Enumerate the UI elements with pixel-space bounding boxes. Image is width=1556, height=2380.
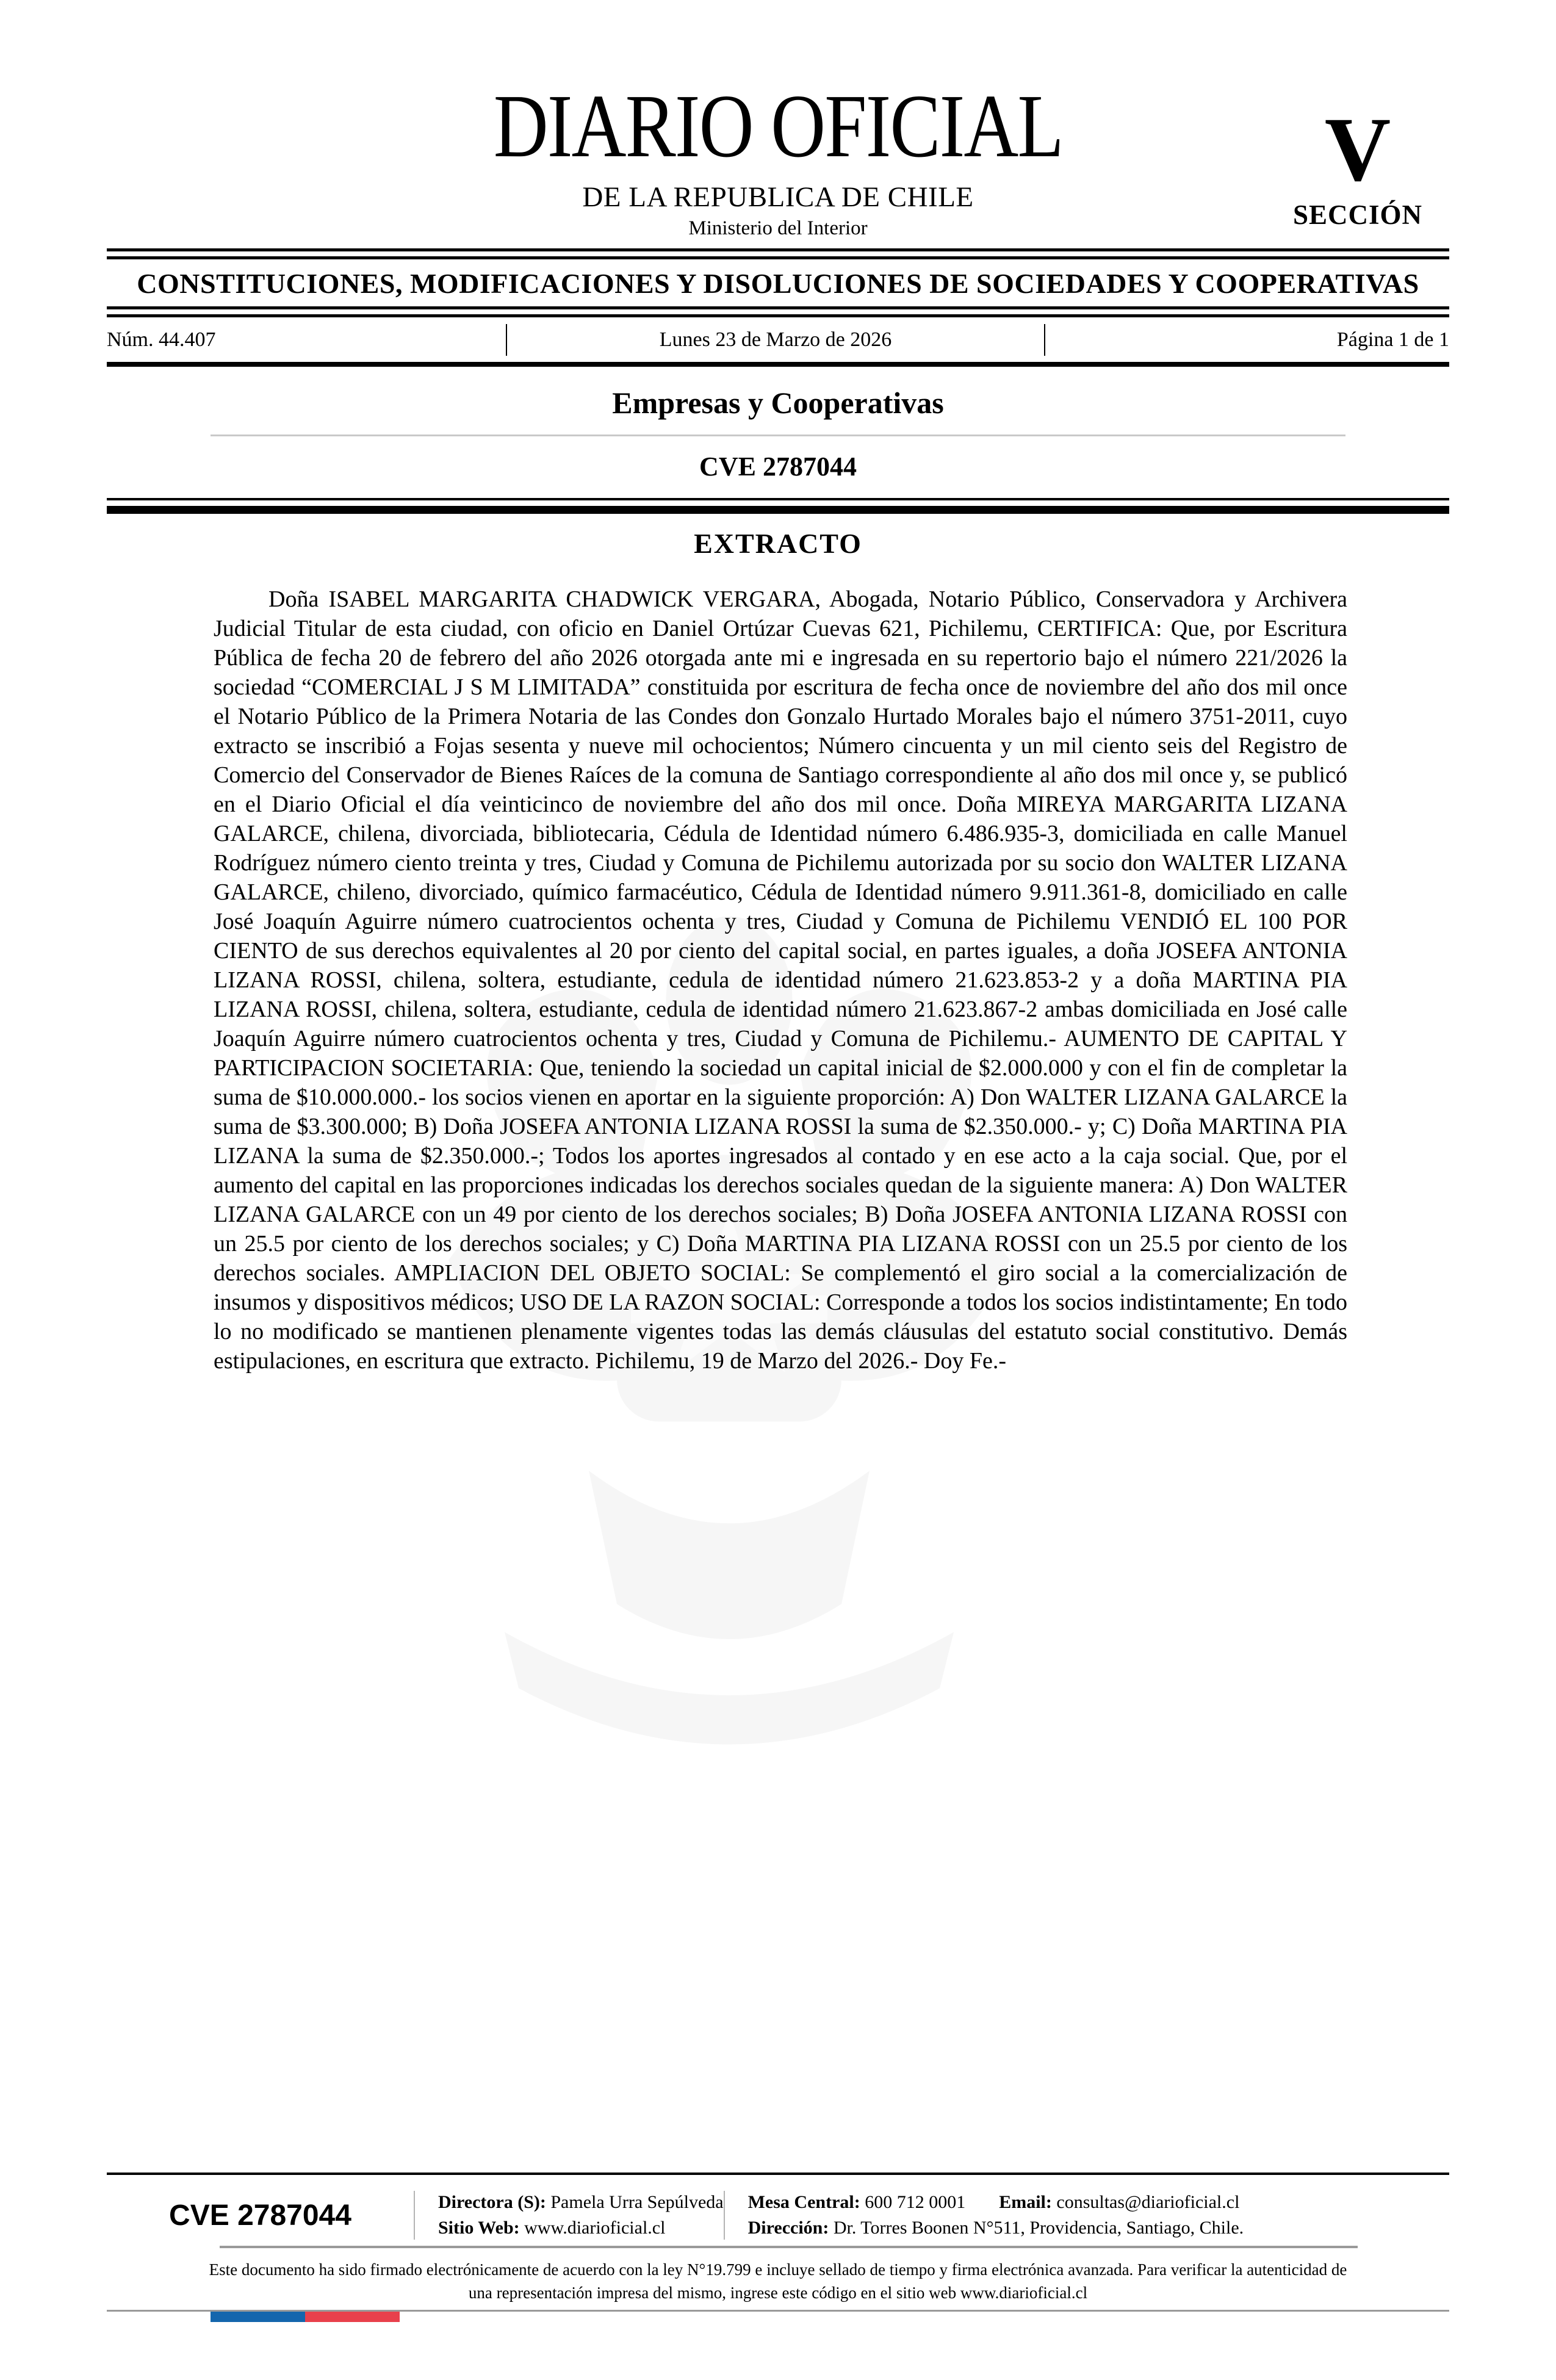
issue-page: Página 1 de 1 (1336, 328, 1450, 351)
cve-code: CVE 2787044 (699, 452, 857, 481)
masthead-subtitle: DE LA REPUBLICA DE CHILE (582, 181, 974, 213)
issue-info-row (107, 322, 1449, 358)
divider-rule (107, 248, 1449, 251)
footer-contact-block (725, 2190, 1244, 2241)
divider-rule (107, 314, 1449, 317)
divider-rule-thick (107, 506, 1449, 514)
divider-rule (107, 306, 1449, 309)
light-divider (211, 435, 1345, 436)
phone-number: 600 712 0001 (865, 2192, 966, 2212)
footer-top-rule (107, 2173, 1449, 2175)
phone-label: Mesa Central: (747, 2192, 860, 2212)
divider-rule (107, 256, 1449, 259)
footer-website-line (438, 2215, 724, 2241)
footer-address-line (748, 2215, 1244, 2241)
email-address: consultas@diarioficial.cl (1056, 2192, 1240, 2212)
band-heading: CONSTITUCIONES, MODIFICACIONES Y DISOLUCIONES DE SOCIEDADES Y COOPERATIVAS (137, 268, 1419, 299)
address-text: Dr. Torres Boonen N°511, Providencia, Santiago, Chile. (833, 2218, 1244, 2238)
divider-rule-thick (107, 362, 1449, 367)
issue-number: Núm. 44.407 (107, 328, 216, 351)
document-type-heading: EXTRACTO (694, 528, 862, 559)
section-badge (1257, 99, 1458, 231)
section-word: SECCIÓN (1292, 200, 1423, 230)
extract-paragraph: Doña ISABEL MARGARITA CHADWICK VERGARA, Abogada, Notario Público, Conservadora y Archivera Judicial Titular de esta ciudad, con oficio en Daniel Ortúzar Cuevas 621, Pichilemu, CERTIFICA: Que, por Escritura Pública de fecha 20 de febrero del año 2026 otorgada ante mi e ingresada en su repertorio bajo el número 221/2026 la sociedad “COMERCIAL J S M LIMITADA” constituida por escritura de fecha once de noviembre del año dos mil once el Notario Público de la Primera Notaria de las Condes don Gonzalo Hurtado Morales bajo el número 3751-2011, cuyo extracto se inscribió a Fojas sesenta y nueve mil ochocientos; Número cincuenta y un mil ciento seis del Registro de Comercio del Conservador de Bienes Raíces de la comuna de Santiago correspondiente al año dos mil once y, se publicó en el Diario Oficial el día veinticinco de noviembre del año dos mil once. Doña MIREYA MARGARITA LIZANA GALARCE, chilena, divorciada, bibliotecaria, Cédula de Identidad número 6.486.935-3, domiciliada en calle Manuel Rodríguez número ciento treinta y tres, Ciudad y Comuna de Pichilemu autorizada por su socio don WALTER LIZANA GALARCE, chileno, divorciado, químico farmacéutico, Cédula de Identidad número 9.911.361-8, domiciliado en calle José Joaquín Aguirre número cuatrocientos ochenta y tres, Ciudad y Comuna de Pichilemu VENDIÓ EL 100 POR CIENTO de sus derechos equivalentes al 20 por ciento del capital social, en partes iguales, a doña JOSEFA ANTONIA LIZANA ROSSI, chilena, soltera, estudiante, cedula de identidad número 21.623.853-2 y a doña MARTINA PIA LIZANA ROSSI, chilena, soltera, estudiante, cedula de identidad número 21.623.867-2 ambas domiciliada en José calle Joaquín Aguirre número cuatrocientos ochenta y tres, Ciudad y Comuna de Pichilemu.- AUMENTO DE CAPITAL Y PARTICIPACION SOCIETARIA: Que, teniendo la sociedad un capital inicial de $2.000.000 y con el fin de completar la suma de $10.000.000.- los socios vienen en aportar en la siguiente proporción: A) Don WALTER LIZANA GALARCE la suma de $3.300.000; B) Doña JOSEFA ANTONIA LIZANA ROSSI la suma de $2.350.000.- y; C) Doña MARTINA PIA LIZANA la suma de $2.350.000.-; Todos los aportes ingresados al contado y en ese acto a la caja social. Que, por el aumento del capital en las proporciones indicadas los derechos sociales quedan de la siguiente manera: A) Don WALTER LIZANA GALARCE con un 49 por ciento de los derechos sociales; B) Doña JOSEFA ANTONIA LIZANA ROSSI con un 25.5 por ciento de los derechos sociales; y C) Doña MARTINA PIA LIZANA ROSSI con un 25.5 por ciento de los derechos sociales. AMPLIACION DEL OBJETO SOCIAL: Se complementó el giro social a la comercialización de insumos y dispositivos médicos; USO DE LA RAZON SOCIAL: Corresponde a todos los socios indistintamente; En todo lo no modificado se mantienen plenamente vigentes todas las demás cláusulas del estatuto social constitutivo. Demás estipulaciones, en escritura que extracto. Pichilemu, 19 de Marzo del 2026.- Doy Fe.- (214, 586, 1347, 1374)
footer-info-bar (107, 2186, 1449, 2245)
director-name: Pamela Urra Sepúlveda (550, 2192, 724, 2212)
masthead-title-text: DIARIO OFICIAL (493, 76, 1063, 176)
issue-date: Lunes 23 de Marzo de 2026 (659, 328, 892, 351)
footer-gray-rule (220, 2246, 1358, 2248)
divider-rule (107, 498, 1449, 500)
extract-body (214, 585, 1347, 1376)
website-label: Sitio Web: (438, 2218, 520, 2238)
footer-director-line (438, 2190, 724, 2215)
section-number: V (1324, 99, 1391, 200)
footer-director-block (415, 2190, 724, 2241)
series-title: Empresas y Cooperativas (612, 386, 944, 420)
legal-notice: Este documento ha sido firmado electrónicamente de acuerdo con la ley N°19.799 e incluye sellado de tiempo y firma electrónica avanzada. Para verificar la autenticidad de una representación impresa del mismo, ingrese este código en el sitio web www.diarioficial.cl (209, 2260, 1347, 2302)
flag-blue-segment (211, 2312, 305, 2322)
masthead-ministry: Ministerio del Interior (688, 217, 868, 239)
chile-flag-bar (211, 2312, 400, 2322)
footer-cve-code: CVE 2787044 (169, 2199, 351, 2232)
flag-red-segment (305, 2312, 400, 2322)
email-label: Email: (999, 2192, 1052, 2212)
director-label: Directora (S): (438, 2192, 546, 2212)
address-label: Dirección: (747, 2218, 829, 2238)
footer-contact-line (748, 2190, 1244, 2215)
website-url: www.diarioficial.cl (524, 2218, 666, 2238)
